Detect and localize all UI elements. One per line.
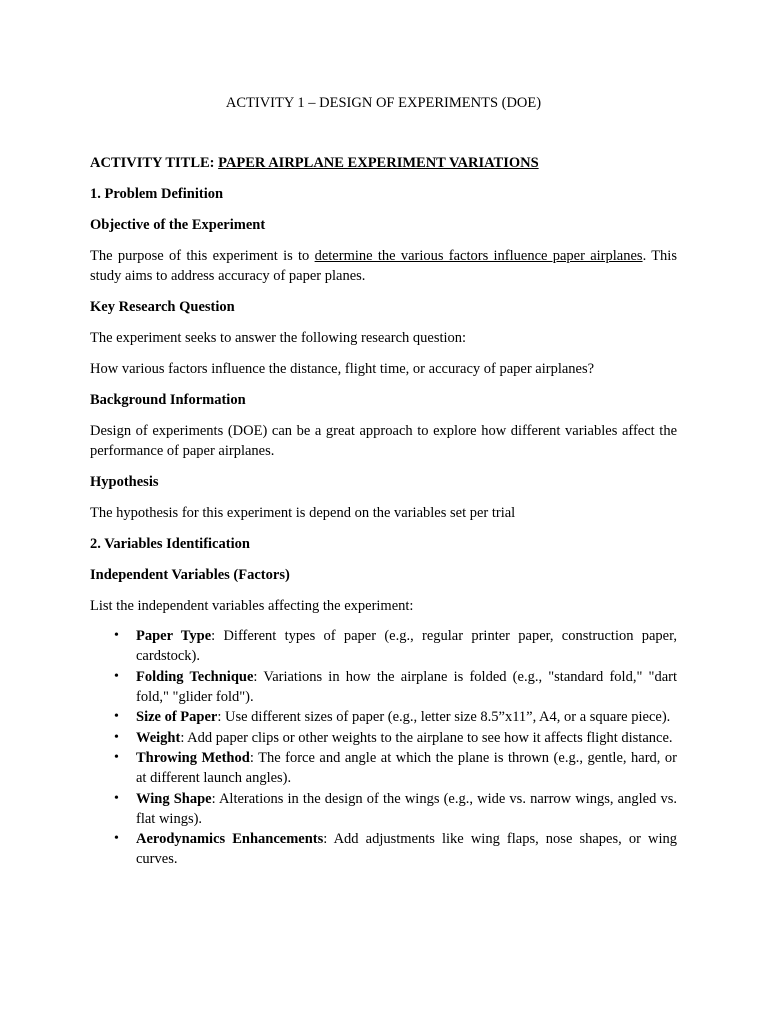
objective-underlined-text: determine the various factors influence paper airplanes (314, 248, 643, 264)
variable-description: : Alterations in the design of the wings (e.g., wide vs. narrow wings, angled vs. flat wings). (136, 790, 677, 827)
activity-title-label: ACTIVITY TITLE: (90, 155, 219, 171)
research-question-intro: The experiment seeks to answer the following research question: (90, 330, 467, 346)
research-question-text: How various factors influence the distance, flight time, or accuracy of paper airplanes? (90, 361, 595, 377)
variable-description: : Add paper clips or other weights to the airplane to see how it affects flight distance. (180, 729, 673, 746)
bullet-icon: • (114, 628, 119, 643)
objective-text-post: . This study aims to address accuracy of paper planes. (90, 248, 677, 284)
variable-name: Weight (136, 729, 181, 746)
section-heading-variables: 2. Variables Identification (90, 536, 250, 552)
variable-description: : The force and angle at which the plane is thrown (e.g., gentle, hard, or at different launch angles). (136, 750, 677, 786)
variable-name: Aerodynamics Enhancements (136, 831, 324, 847)
bullet-icon: • (114, 729, 119, 745)
bullet-icon: • (114, 831, 119, 846)
bullet-icon: • (114, 668, 119, 684)
list-item (90, 728, 677, 748)
section-heading-problem-definition: 1. Problem Definition (90, 186, 224, 202)
activity-title-line (90, 153, 677, 173)
variable-description: : Add adjustments like wing flaps, nose shapes, or wing curves. (136, 831, 677, 867)
objective-text-pre: The purpose of this experiment is to (90, 248, 315, 264)
hypothesis-heading: Hypothesis (90, 474, 159, 490)
variable-name: Throwing Method (136, 750, 250, 766)
bullet-icon: • (114, 750, 119, 765)
variable-description: : Different types of paper (e.g., regular printer paper, construction paper, cardstock). (136, 628, 677, 664)
variable-name: Wing Shape (136, 790, 212, 807)
independent-variables-list (90, 626, 677, 870)
objective-paragraph (90, 246, 677, 286)
background-heading: Background Information (90, 392, 246, 408)
list-item (90, 626, 677, 666)
variable-description: : Variations in how the airplane is folded (e.g., "standard fold," "dart fold," "glider fold"). (136, 668, 677, 705)
bullet-icon: • (114, 709, 119, 724)
variable-description: : Use different sizes of paper (e.g., letter size 8.5”x11”, A4, or a square piece). (217, 709, 671, 725)
objective-heading: Objective of the Experiment (90, 217, 266, 233)
list-item (90, 789, 677, 829)
independent-variables-heading: Independent Variables (Factors) (90, 567, 290, 583)
list-item (90, 667, 677, 707)
document-header: ACTIVITY 1 – DESIGN OF EXPERIMENTS (DOE) (225, 95, 542, 111)
variable-name: Folding Technique (136, 668, 254, 685)
independent-variables-intro: List the independent variables affecting the experiment: (90, 598, 414, 614)
list-item (90, 829, 677, 869)
variable-name: Size of Paper (136, 709, 218, 725)
list-item (90, 707, 677, 727)
variable-name: Paper Type (136, 628, 212, 644)
activity-title: PAPER AIRPLANE EXPERIMENT VARIATIONS (218, 155, 539, 171)
list-item (90, 748, 677, 788)
background-paragraph: Design of experiments (DOE) can be a great approach to explore how different variables affect the performance of paper airplanes. (90, 423, 677, 459)
research-question-heading: Key Research Question (90, 299, 235, 315)
bullet-icon: • (114, 790, 119, 806)
hypothesis-text: The hypothesis for this experiment is depend on the variables set per trial (90, 505, 516, 521)
